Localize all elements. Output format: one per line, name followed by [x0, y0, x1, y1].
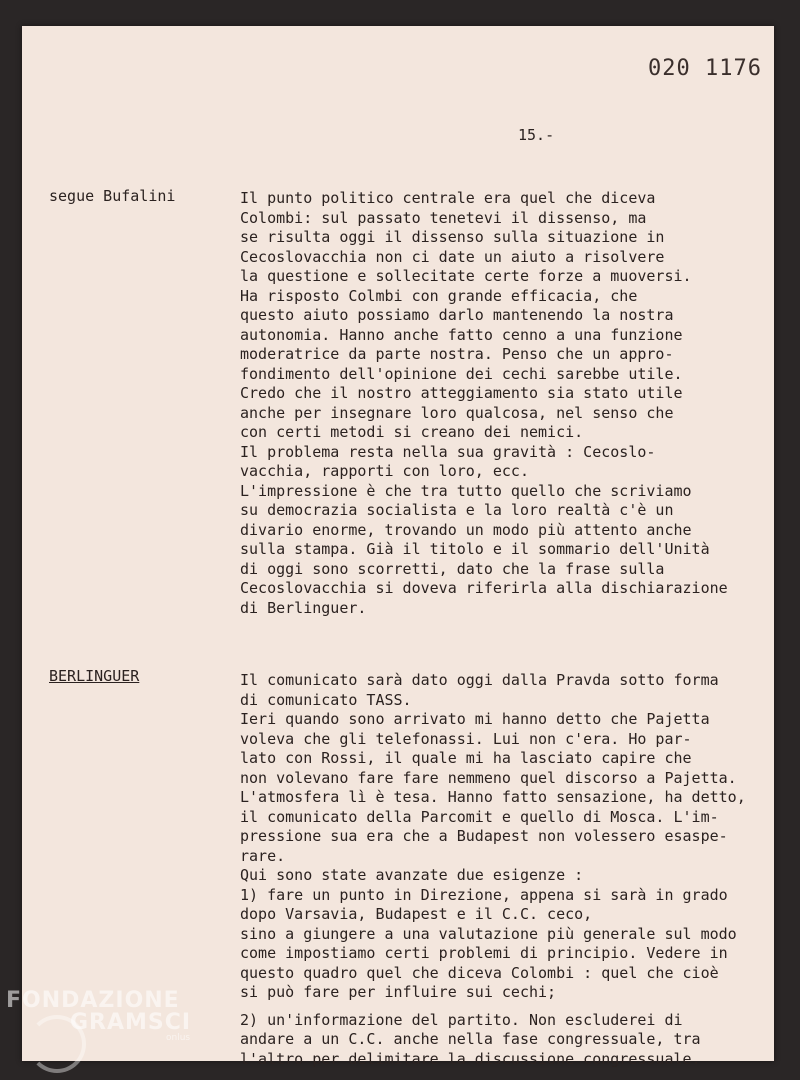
- text-line: L'atmosfera lì è tesa. Hanno fatto sensazione, ha detto,: [240, 788, 746, 806]
- speaker-label-berlinguer: BERLINGUER: [49, 667, 140, 685]
- text-line: autonomia. Hanno anche fatto cenno a una funzione: [240, 325, 683, 344]
- text-line: di comunicato TASS.: [240, 690, 412, 709]
- text-line: di Berlinguer.: [240, 598, 367, 617]
- text-line: pressione sua era che a Budapest non volessero esaspe-: [240, 827, 728, 845]
- text-line: con certi metodi si creano dei nemici.: [240, 423, 584, 441]
- text-line: questo quadro quel che diceva Colombi : quel che cioè: [240, 963, 719, 982]
- text-line: dopo Varsavia, Budapest e il C.C. ceco,: [240, 905, 593, 923]
- text-line: di oggi sono scorretti, dato che la frase sulla: [240, 559, 665, 578]
- speaker-label-bufalini: segue Bufalini: [49, 187, 176, 205]
- text-line: Colombi: sul passato tenetevi il dissenso, ma: [240, 208, 647, 227]
- text-line: Credo che il nostro atteggiamento sia stato utile: [240, 384, 683, 402]
- watermark-line-1: FONDAZIONE: [6, 988, 180, 1013]
- page-number: 15.-: [518, 126, 555, 144]
- document-page: [22, 26, 774, 1068]
- text-line: andare a un C.C. anche nella fase congressuale, tra: [240, 1030, 701, 1048]
- text-line: L'impressione è che tra tutto quello che scriviamo: [240, 481, 692, 500]
- text-line: vacchia, rapporti con loro, ecc.: [240, 462, 529, 480]
- text-line: Cecoslovacchia si doveva riferirla alla dischiarazione: [240, 579, 728, 597]
- text-line: su democrazia socialista e la loro realtà c'è un: [240, 501, 674, 519]
- text-line: non volevano fare fare nemmeno quel discorso a Pajetta.: [240, 768, 737, 787]
- text-line: il comunicato della Parcomit e quello di Mosca. L'im-: [240, 807, 719, 826]
- speech-block-berlinguer: [240, 671, 746, 1069]
- text-line: Il problema resta nella sua gravità : Cecoslo-: [240, 442, 656, 461]
- text-line: moderatrice da parte nostra. Penso che un appro-: [240, 345, 674, 363]
- document-number: 020 1176: [648, 56, 762, 81]
- speech-block-bufalini: [240, 189, 728, 618]
- text-line: divario enorme, trovando un modo più attento anche: [240, 520, 692, 539]
- text-line: Ieri quando sono arrivato mi hanno detto che Pajetta: [240, 710, 710, 728]
- text-line: fondimento dell'opinione dei cechi sarebbe utile.: [240, 364, 683, 383]
- text-line: anche per insegnare loro qualcosa, nel senso che: [240, 403, 674, 422]
- text-line: Il comunicato sarà dato oggi dalla Pravda sotto forma: [240, 671, 719, 689]
- text-line: si può fare per influire sui cechi;: [240, 983, 557, 1001]
- text-line: 2) un'informazione del partito. Non escluderei di: [240, 1010, 683, 1029]
- watermark-line-3: onlus: [166, 1033, 191, 1043]
- text-line: Cecoslovacchia non ci date un aiuto a risolvere: [240, 247, 665, 266]
- text-line: sulla stampa. Già il titolo e il sommario dell'Unità: [240, 540, 710, 558]
- text-line: l'altro per delimitare la discussione congressuale.: [240, 1049, 701, 1068]
- text-line: 1) fare un punto in Direzione, appena si sarà in grado: [240, 885, 728, 904]
- text-line: se risulta oggi il dissenso sulla situazione in: [240, 228, 665, 246]
- text-line: la questione e sollecitate certe forze a muoversi.: [240, 267, 692, 285]
- text-line: come impostiamo certi problemi di principio. Vedere in: [240, 944, 728, 962]
- text-line: sino a giungere a una valutazione più generale sul modo: [240, 924, 737, 943]
- watermark-line-2: GRAMSCI: [70, 1010, 192, 1035]
- text-line: Il punto politico centrale era quel che diceva: [240, 189, 656, 207]
- watermark: [6, 990, 191, 1043]
- text-line: voleva che gli telefonassi. Lui non c'era. Ho par-: [240, 729, 692, 748]
- text-line: rare.: [240, 846, 286, 865]
- text-line: questo aiuto possiamo darlo mantenendo la nostra: [240, 306, 674, 324]
- text-line: Qui sono state avanzate due esigenze :: [240, 866, 584, 884]
- text-line: lato con Rossi, il quale mi ha lasciato capire che: [240, 749, 692, 767]
- text-line: Ha risposto Colmbi con grande efficacia, che: [240, 286, 638, 305]
